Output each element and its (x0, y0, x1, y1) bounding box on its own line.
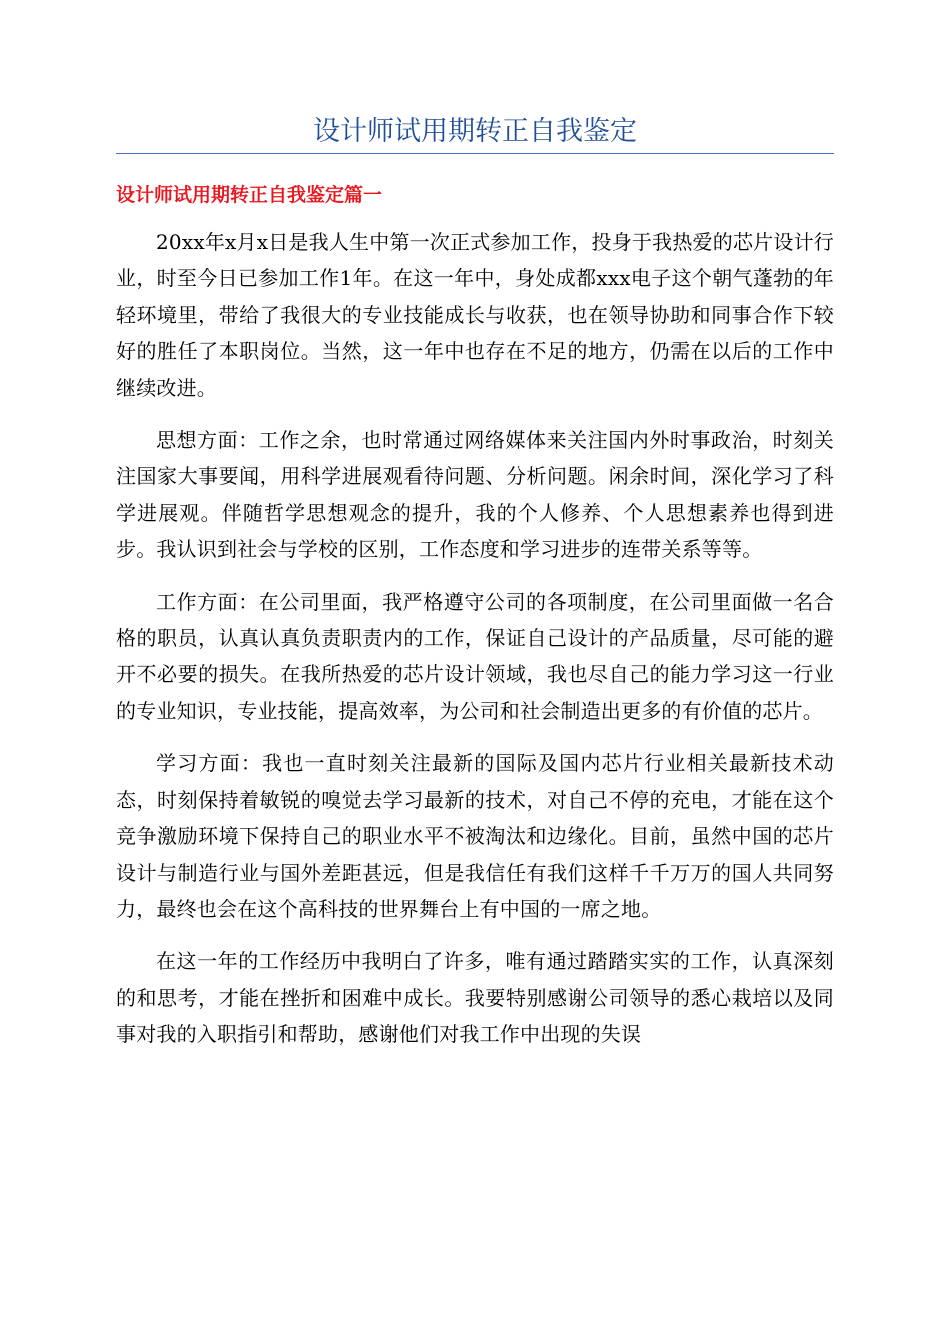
section-heading: 设计师试用期转正自我鉴定篇一 (116, 184, 383, 206)
paragraph-study: 学习方面：我也一直时刻关注最新的国际及国内芯片行业相关最新技术动态，时刻保持着敏锐的嗅觉去学习最新的技术，对自己不停的充电，才能在这个竞争激励环境下保持自己的职业水平不被淘汰和边缘化。目前，虽然中国的芯片设计与制造行业与国外差距甚远，但是我信任有我们这样千千万万的国人共同努力，最终也会在这个高科技的世界舞台上有中国的一席之地。 (116, 751, 834, 921)
paragraph-intro: 20xx年x月x日是我人生中第一次正式参加工作，投身于我热爱的芯片设计行业，时至今日已参加工作1年。在这一年中，身处成都xxx电子这个朝气蓬勃的年轻环境里，带给了我很大的专业技能成长与收获，也在领导协助和同事合作下较好的胜任了本职岗位。当然，这一年中也存在不足的地方，仍需在以后的工作中继续改进。 (116, 230, 834, 400)
paragraph-work: 工作方面：在公司里面，我严格遵守公司的各项制度，在公司里面做一名合格的职员，认真认真负责职责内的工作，保证自己设计的产品质量，尽可能的避开不必要的损失。在我所热爱的芯片设计领域，我也尽自己的能力学习这一行业的专业知识，专业技能，提高效率，为公司和社会制造出更多的有价值的芯片。 (116, 589, 834, 723)
document-body (116, 224, 834, 1069)
document-title: 设计师试用期转正自我鉴定 (313, 116, 637, 147)
paragraph-reflection: 在这一年的工作经历中我明白了许多，唯有通过踏踏实实的工作，认真深刻的和思考，才能在挫折和困难中成长。我要特别感谢公司领导的悉心栽培以及同事对我的入职指引和帮助，感谢他们对我工作中出现的失误 (116, 949, 834, 1047)
title-underline (116, 153, 834, 154)
paragraph-thought: 思想方面：工作之余，也时常通过网络媒体来关注国内外时事政治，时刻关注国家大事要闻，用科学进展观看待问题、分析问题。闲余时间，深化学习了科学进展观。伴随哲学思想观念的提升，我的个人修养、个人思想素养也得到进步。我认识到社会与学校的区别，工作态度和学习进步的连带关系等等。 (116, 428, 834, 562)
